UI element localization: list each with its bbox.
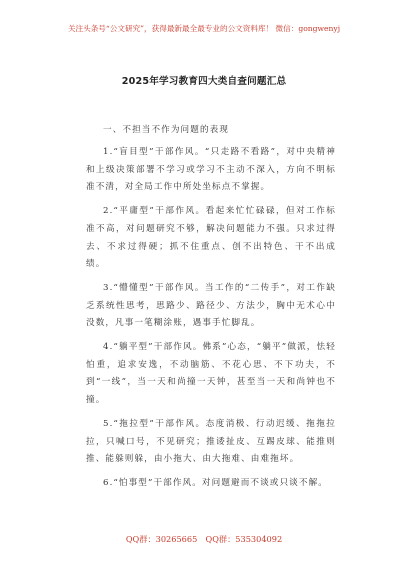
- paragraph-5: 5.“拖拉型”干部作风。态度消极、行动迟缓、拖拖拉拉，只喊口号，不见研究；推诿扯皮、互踢皮球、能推则推、能躲则躲，由小拖大、由大拖难、由难拖坏。: [86, 419, 336, 465]
- footer-qq-groups: QQ群：30265665 QQ群：535304092: [125, 534, 283, 544]
- header-banner: 关注头条号“公文研究”，获得最新最全最专业的公文资料库！ 微信：gongwenyj: [67, 24, 341, 33]
- page-title: 2025年学习教育四大类自查问题汇总: [121, 76, 287, 87]
- document-body: [86, 122, 336, 499]
- paragraph-4: 4.“躺平型”干部作风。佛系”心态，“躺平”做派，怯轻怕重，追求安逸，不动脑筋、不花心思、不下功夫，不到“一线”，当一天和尚撞一天钟，甚至当一天和尚钟也不撞。: [86, 342, 336, 406]
- section-heading: 一、不担当不作为问题的表现: [103, 125, 230, 135]
- paragraph-1: 1.“盲目型”干部作风。“只走路不看路”，对中央精神和上级决策部署不学习或学习不主动不深入，方向不明标准不清，对全局工作中所处坐标点不掌握。: [86, 147, 336, 193]
- paragraph-3: 3.“懵懂型”干部作风。当工作的“二传手”，对工作缺乏系统性思考，思路少、路径少、方法少，胸中无术心中没数，凡事一笔糊涂账，遇事手忙脚乱。: [86, 283, 336, 329]
- paragraph-2: 2.“平庸型”干部作风。看起来忙忙碌碌，但对工作标准不高，对问题研究不够，解决问题能力不强。只求过得去、不求过得硬；抓不住重点、创不出特色、干不出成绩。: [86, 206, 336, 270]
- paragraph-6: 6.“怕事型”干部作风。对问题避而不谈或只谈不解。: [103, 478, 328, 489]
